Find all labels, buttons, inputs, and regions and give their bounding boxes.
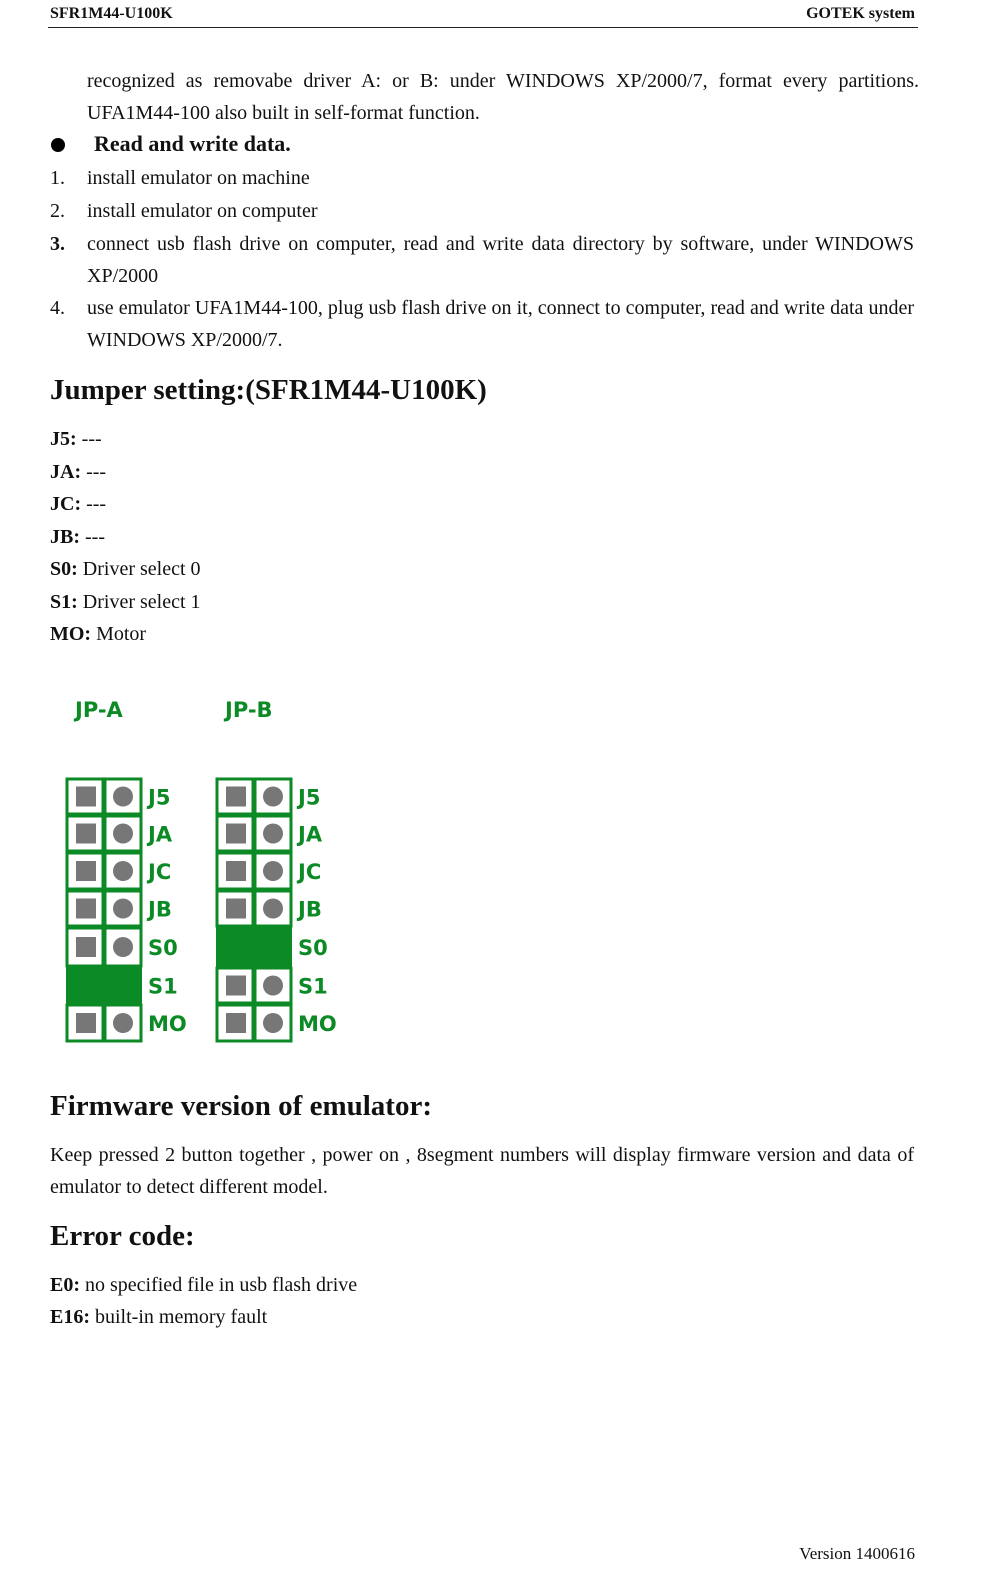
read-write-title: Read and write data. (94, 131, 291, 156)
square-pin-icon (226, 861, 246, 881)
jumper-key: JB: (50, 526, 80, 548)
jumper-cap (216, 927, 292, 967)
jumper-pin-label: S1 (148, 974, 178, 999)
round-pin-icon (263, 1013, 283, 1033)
jumper-key: JC: (50, 493, 82, 515)
jumper-pin-label: JC (148, 860, 172, 884)
round-pin-icon (263, 976, 283, 996)
error-row (50, 1302, 267, 1332)
list-item-text: use emulator UFA1M44-100, plug usb flash drive on it, connect to computer, read and write data under WINDOWS XP/2000/7. (87, 297, 914, 351)
round-pin-icon (263, 899, 283, 919)
list-item-text: connect usb flash drive on computer, read and write data directory by software, under WINDOWS XP/2000 (87, 233, 914, 287)
round-pin-icon (113, 899, 133, 919)
jumper-pin-label: S0 (298, 936, 328, 960)
round-pin-icon (263, 787, 283, 807)
jumper-value: Driver select 1 (82, 591, 201, 613)
jumper-pin-label: MO (298, 1012, 337, 1036)
round-pin-icon (263, 861, 283, 881)
square-pin-icon (76, 824, 96, 844)
jumper-pin-label: JC (298, 860, 322, 884)
error-heading: Error code: (50, 1220, 195, 1252)
version-label: Version 1400616 (799, 1544, 915, 1563)
jumper-pin-label: S1 (298, 974, 328, 999)
list-item-number: 4. (50, 297, 65, 319)
round-pin-icon (263, 824, 283, 844)
square-pin-icon (226, 1013, 246, 1033)
header-company: GOTEK system (806, 5, 915, 22)
header-doc-id: SFR1M44-U100K (50, 5, 173, 22)
list-item-text: install emulator on computer (87, 200, 318, 222)
jumper-value: --- (81, 428, 102, 450)
square-pin-icon (226, 824, 246, 844)
jumper-block-title: JP-B (225, 698, 273, 722)
round-pin-icon (113, 787, 133, 807)
jumper-value: Driver select 0 (82, 558, 201, 580)
error-value: no specified file in usb flash drive (85, 1274, 358, 1296)
jumper-heading: Jumper setting:(SFR1M44-U100K) (50, 374, 487, 406)
jumper-pin-label: JA (148, 822, 173, 847)
jumper-key: S0: (50, 558, 78, 580)
jumper-pin-label: MO (148, 1012, 187, 1036)
square-pin-icon (226, 787, 246, 807)
firmware-paragraph: Keep pressed 2 button together , power on , 8segment numbers will display firmware version and data of emulator to detect different model. (50, 1144, 914, 1198)
round-pin-icon (113, 1013, 133, 1033)
jumper-pin-label: JA (298, 822, 323, 847)
jumper-key: S1: (50, 591, 78, 613)
round-pin-icon (113, 937, 133, 957)
jumper-pin-label: S0 (148, 936, 178, 960)
jumper-cap (66, 967, 142, 1004)
square-pin-icon (76, 899, 96, 919)
list-item-number: 1. (50, 167, 65, 189)
round-pin-icon (113, 824, 133, 844)
jumper-pin-label: JB (298, 897, 322, 922)
square-pin-icon (76, 787, 96, 807)
jumper-value: --- (86, 461, 107, 483)
square-pin-icon (76, 861, 96, 881)
jumper-key: J5: (50, 428, 77, 450)
jumper-value: --- (86, 493, 107, 515)
jumper-diagram (0, 0, 360, 1080)
round-pin-icon (113, 861, 133, 881)
list-item-number: 2. (50, 200, 65, 222)
square-pin-icon (226, 899, 246, 919)
square-pin-icon (76, 937, 96, 957)
error-row (50, 1270, 357, 1300)
square-pin-icon (226, 976, 246, 996)
error-key: E0: (50, 1274, 80, 1296)
jumper-value: --- (85, 526, 105, 548)
error-key: E16: (50, 1306, 90, 1328)
jumper-key: JA: (50, 461, 82, 483)
firmware-heading: Firmware version of emulator: (50, 1090, 432, 1122)
jumper-value: Motor (96, 623, 147, 645)
list-item-number: 3. (50, 233, 65, 255)
jumper-pin-label: JB (148, 897, 172, 922)
error-value: built-in memory fault (95, 1306, 268, 1328)
square-pin-icon (76, 1013, 96, 1033)
jumper-key: MO: (50, 623, 92, 645)
jumper-pin-label: J5 (298, 785, 321, 810)
list-item-text: install emulator on machine (87, 167, 310, 189)
intro-paragraph: recognized as removabe driver A: or B: under WINDOWS XP/2000/7, format every partitions. UFA1M44-100 also built in self-format function. (87, 70, 919, 124)
jumper-block-title: JP-A (75, 698, 123, 722)
jumper-pin-label: J5 (148, 785, 171, 810)
